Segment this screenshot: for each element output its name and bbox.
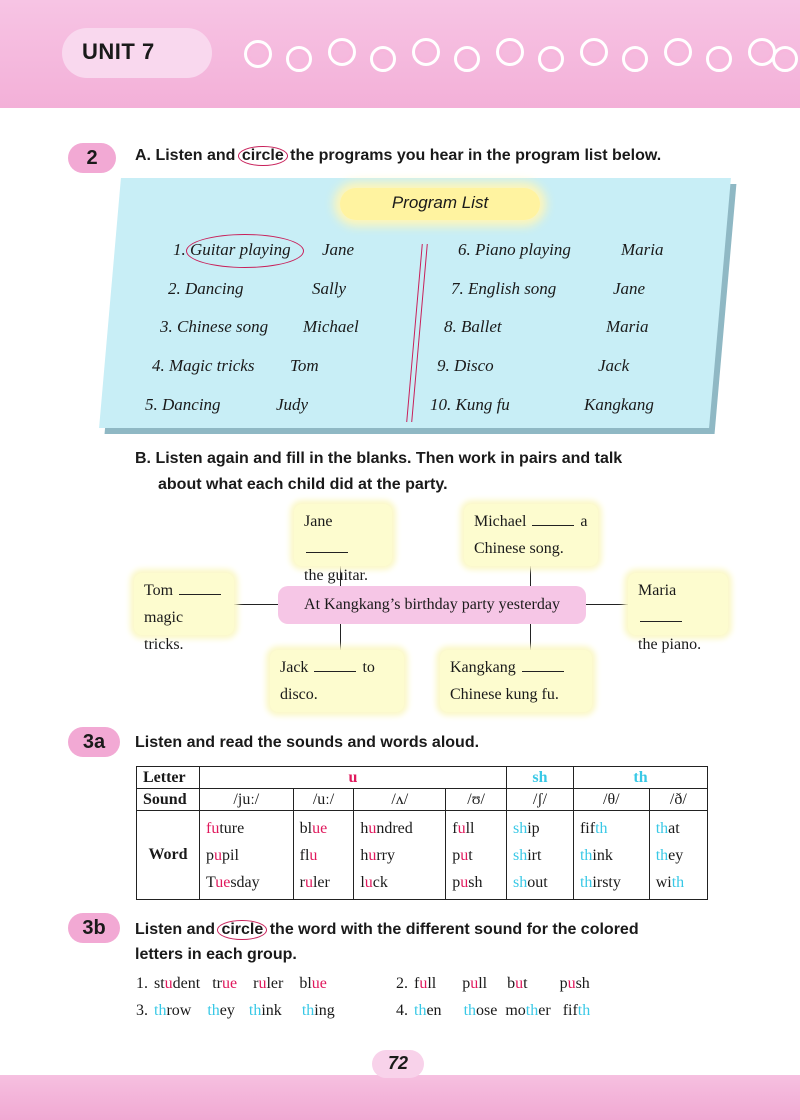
unit-title: UNIT 7 (82, 39, 155, 64)
instruction-3b-end: the word with the different sound for the colored (265, 921, 639, 938)
program-item: 2. Dancing (168, 279, 244, 298)
box-text: Tom (144, 582, 174, 599)
word-option[interactable]: student (154, 975, 201, 992)
letter-th: th (573, 767, 707, 789)
program-item: 7. English song (451, 279, 557, 298)
word-cell: that they with (649, 811, 707, 900)
program-item: 6. Piano playing (458, 240, 571, 259)
speech-box-jane (294, 504, 392, 584)
program-item: 8. Ballet (444, 317, 502, 336)
box-text: Jane (304, 513, 333, 530)
table-row (137, 811, 708, 900)
connector-line (530, 566, 531, 586)
speech-box-maria (628, 573, 728, 653)
word-cell: full put push (446, 811, 507, 900)
performer-name: Jack (598, 356, 630, 375)
program-list-title: Program List (391, 193, 489, 212)
page-footer-band (0, 1075, 800, 1120)
instruction-2a-start: A. Listen and (135, 147, 240, 164)
word-cell: hundred hurry luck (354, 811, 446, 900)
sound-table (136, 766, 708, 900)
speech-box-jack (270, 650, 404, 712)
performer-name: Maria (621, 240, 664, 259)
sound-symbol: /ʊ/ (446, 789, 507, 811)
performer-name: Jane (322, 240, 355, 259)
sound-header: Sound (137, 789, 200, 811)
word-cell: blue flu ruler (293, 811, 354, 900)
instruction-3a: Listen and read the sounds and words aloud. (135, 734, 480, 751)
word-option[interactable]: think (248, 1002, 282, 1019)
circled-word: circle (238, 146, 288, 166)
sound-symbol: /θ/ (573, 789, 649, 811)
sound-symbol: /juː/ (200, 789, 294, 811)
word-group-4 (396, 1002, 590, 1020)
program-item: 4. Magic tricks (152, 356, 255, 375)
sound-symbol: /ʃ/ (506, 789, 573, 811)
box-text: a (580, 513, 588, 530)
connector-line (340, 624, 341, 650)
sound-symbol: /ð/ (649, 789, 707, 811)
exercise-badge-3b: 3b (68, 913, 120, 943)
word-option[interactable]: ruler (253, 975, 284, 992)
word-option[interactable]: pull (462, 975, 488, 992)
box-text: Chinese song. (474, 540, 564, 557)
instruction-3b-start: Listen and (135, 921, 220, 938)
word-cell: fifth think thirsty (573, 811, 649, 900)
group-number: 3. (136, 1002, 148, 1019)
connector-line (586, 604, 628, 605)
word-group-2 (396, 975, 590, 993)
performer-name: Kangkang (584, 395, 654, 414)
box-text: Michael (474, 513, 527, 530)
party-center-box: At Kangkang’s birthday party yesterday (278, 586, 586, 624)
word-option[interactable]: blue (299, 975, 327, 992)
group-number: 1. (136, 975, 148, 992)
group-number: 4. (396, 1002, 408, 1019)
answer-blank[interactable] (314, 671, 356, 672)
answer-blank[interactable] (640, 621, 682, 622)
answer-blank[interactable] (306, 552, 348, 553)
exercise-badge-3a: 3a (68, 727, 120, 757)
word-group-3 (136, 1002, 335, 1020)
box-text: Jack (280, 659, 309, 676)
word-cell: ship shirt shout (506, 811, 573, 900)
decorative-rings (0, 0, 800, 108)
performer-name: Sally (312, 279, 346, 298)
box-text: to (362, 659, 375, 676)
word-option[interactable]: mother (505, 1002, 551, 1019)
box-text: magic tricks. (144, 609, 184, 653)
box-text: Chinese kung fu. (450, 686, 559, 703)
instruction-2a (135, 146, 661, 166)
sound-symbol: /ʌ/ (354, 789, 446, 811)
performer-name: Michael (303, 317, 359, 336)
instruction-3b-line2: letters in each group. (135, 946, 297, 963)
word-cell: future pupil Tuesday (200, 811, 294, 900)
word-option[interactable]: they (207, 1002, 235, 1019)
performer-name: Maria (606, 317, 649, 336)
word-group-1 (136, 975, 327, 993)
box-text: Maria (638, 582, 677, 599)
answer-blank[interactable] (532, 525, 574, 526)
program-item: 3. Chinese song (160, 317, 269, 336)
speech-box-kangkang (440, 650, 592, 712)
program-item: 10. Kung fu (430, 395, 510, 414)
instruction-2b-line1: B. Listen again and fill in the blanks. Then work in pairs and talk (135, 450, 623, 467)
box-text: the guitar. (304, 567, 368, 584)
sound-symbol: /uː/ (293, 789, 354, 811)
letter-header: Letter (137, 767, 200, 789)
instruction-2a-end: the programs you hear in the program list below. (285, 147, 662, 164)
program-item: 1. Guitar playing (173, 240, 291, 259)
answer-blank[interactable] (179, 594, 221, 595)
instruction-3b-line1 (135, 920, 639, 940)
table-row (137, 789, 708, 811)
box-text: the piano. (638, 636, 702, 653)
connector-line (530, 624, 531, 650)
page-number: 72 (387, 1053, 409, 1073)
word-option[interactable]: push (559, 975, 590, 992)
speech-box-tom (134, 573, 234, 653)
table-row (137, 767, 708, 789)
word-option[interactable]: true (212, 975, 238, 992)
letter-sh: sh (506, 767, 573, 789)
word-header: Word (137, 811, 200, 900)
program-item: 9. Disco (437, 356, 494, 375)
group-number: 2. (396, 975, 408, 992)
word-option[interactable]: full (414, 975, 437, 992)
instruction-2b-line2: about what each child did at the party. (158, 476, 448, 493)
word-option[interactable]: those (463, 1002, 498, 1019)
answer-blank[interactable] (522, 671, 564, 672)
letter-u: u (200, 767, 507, 789)
word-option[interactable]: thing (301, 1002, 335, 1019)
word-option[interactable]: but (507, 975, 528, 992)
box-text: disco. (280, 686, 318, 703)
box-text: Kangkang (450, 659, 516, 676)
word-option[interactable]: throw (154, 1002, 192, 1019)
exercise-badge-2: 2 (68, 143, 116, 173)
circled-word: circle (217, 920, 267, 940)
performer-name: Tom (290, 356, 319, 375)
program-item: 5. Dancing (145, 395, 221, 414)
performer-name: Jane (613, 279, 646, 298)
word-option[interactable]: then (414, 1002, 442, 1019)
performer-name: Judy (276, 395, 309, 414)
connector-line (234, 604, 278, 605)
speech-box-michael (464, 504, 598, 566)
word-option[interactable]: fifth (562, 1002, 591, 1019)
